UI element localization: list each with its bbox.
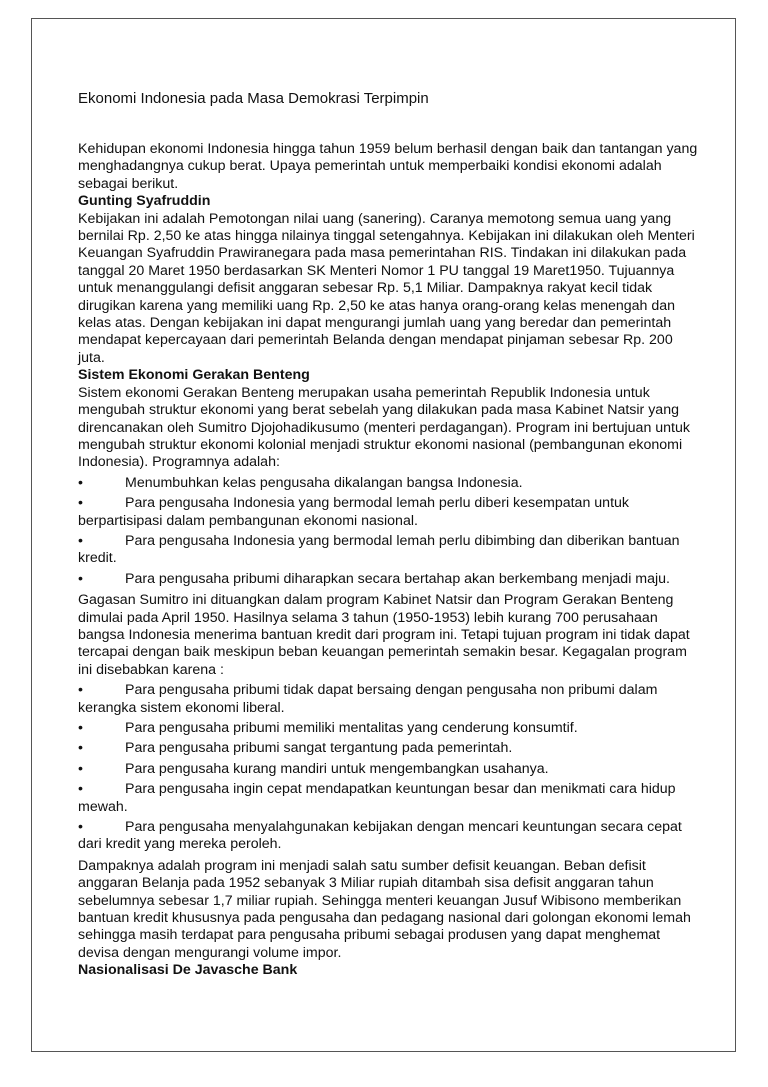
list-item: • Para pengusaha kurang mandiri untuk mengembangkan usahanya. — [78, 760, 549, 777]
list-item: • Para pengusaha pribumi sangat tergantung pada pemerintah. — [78, 740, 513, 757]
section-heading-gunting: Gunting Syafruddin — [78, 193, 211, 210]
list-item: • Para pengusaha pribumi tidak dapat bersaing dengan pengusaha non pribumi dalam kerangka sistem ekonomi liberal. — [78, 682, 658, 716]
list-item: • Para pengusaha pribumi memiliki mentalitas yang cenderung konsumtif. — [78, 720, 578, 736]
list-item: • Para pengusaha Indonesia yang bermodal lemah perlu diberi kesempatan untuk berpartisipasi dalam pembangunan ekonomi nasional. — [78, 495, 629, 529]
bullet-icon: • — [78, 532, 83, 549]
section-heading-benteng: Sistem Ekonomi Gerakan Benteng — [78, 367, 310, 384]
failure-list — [78, 682, 698, 854]
program-list — [78, 475, 698, 588]
document-body — [78, 90, 698, 980]
list-item: • Para pengusaha Indonesia yang bermodal lemah perlu dibimbing dan diberikan bantuan kredit. — [78, 532, 680, 567]
bullet-icon: • — [78, 760, 83, 777]
bullet-icon: • — [78, 781, 83, 798]
list-item: • Para pengusaha menyalahgunakan kebijakan dengan mencari keuntungan secara cepat dari kredit yang mereka peroleh. — [78, 819, 682, 853]
section-body-benteng-impact: Dampaknya adalah program ini menjadi salah satu sumber defisit keuangan. Beban defisit anggaran Belanja pada 1952 sebanyak 3 Miliar rupiah ditambah sisa defisit anggaran tahun sebelumnya sebesar 1,7 miliar rupiah. Sehingga menteri keuangan Jusuf Wibisono memberikan bantuan kredit khususnya pada pengusaha dan pedagang nasional dari golongan ekonomi lemah sehingga masih terdapat para pengusaha pribumi sebagai produsen yang dapat menghemat devisa dengan mengurangi volume impor. — [78, 857, 691, 961]
section-body-benteng-results: Gagasan Sumitro ini dituangkan dalam program Kabinet Natsir dan Program Gerakan Benteng dimulai pada April 1950. Hasilnya selama 3 tahun (1950-1953) lebih kurang 700 perusahaan bangsa Indonesia menerima bantuan kredit dari program ini. Tetapi tujuan program ini tidak dapat tercapai dengan baik meskipun beban keuangan pemerintah semakin besar. Kegagalan program ini disebabkan karena : — [78, 592, 690, 678]
bullet-icon: • — [78, 474, 83, 491]
list-item: • Para pengusaha ingin cepat mendapatkan keuntungan besar dan menikmati cara hidup mewah. — [78, 781, 676, 815]
intro-paragraph: Kehidupan ekonomi Indonesia hingga tahun 1959 belum berhasil dengan baik dan tantangan yang menghadangnya cukup berat. Upaya pemerintah untuk memperbaiki kondisi ekonomi adalah sebagai berikut. — [78, 141, 698, 192]
bullet-icon: • — [78, 682, 83, 699]
bullet-icon: • — [78, 570, 83, 587]
bullet-icon: • — [78, 740, 83, 757]
list-item: • Menumbuhkan kelas pengusaha dikalangan bangsa Indonesia. — [78, 474, 523, 491]
section-body-benteng: Sistem ekonomi Gerakan Benteng merupakan usaha pemerintah Republik Indonesia untuk mengubah struktur ekonomi yang berat sebelah yang dilakukan pada masa Kabinet Natsir yang direncanakan oleh Sumitro Djojohadikusumo (menteri perdagangan). Program ini bertujuan untuk mengubah struktur ekonomi kolonial menjadi struktur ekonomi nasional (pembangunan ekonomi Indonesia). Programnya adalah: — [78, 384, 690, 471]
bullet-icon: • — [78, 819, 83, 836]
bullet-icon: • — [78, 720, 83, 736]
list-item: • Para pengusaha pribumi diharapkan secara bertahap akan berkembang menjadi maju. — [78, 570, 670, 587]
document-title: Ekonomi Indonesia pada Masa Demokrasi Terpimpin — [78, 90, 429, 107]
section-heading-javasche: Nasionalisasi De Javasche Bank — [78, 962, 298, 979]
bullet-icon: • — [78, 495, 83, 512]
section-body-gunting: Kebijakan ini adalah Pemotongan nilai uang (sanering). Caranya memotong semua uang yang bernilai Rp. 2,50 ke atas hingga nilainya tinggal setengahnya. Kebijakan ini dilakukan oleh Menteri Keuangan Syafruddin Prawiranegara pada masa pemerintahan RIS. Tindakan ini dilakukan pada tanggal 20 Maret 1950 berdasarkan SK Menteri Nomor 1 PU tanggal 19 Maret1950. Tujuannya untuk menanggulangi defisit anggaran sebesar Rp. 5,1 Miliar. Dampaknya rakyat kecil tidak dirugikan karena yang memiliki uang Rp. 2,50 ke atas hanya orang-orang kelas menengah dan kelas atas. Dengan kebijakan ini dapat mengurangi jumlah uang yang beredar dan pemerintah mendapat kepercayaan dari pemerintah Belanda dengan mendapat pinjaman sebesar Rp. 200 juta. — [78, 210, 695, 366]
